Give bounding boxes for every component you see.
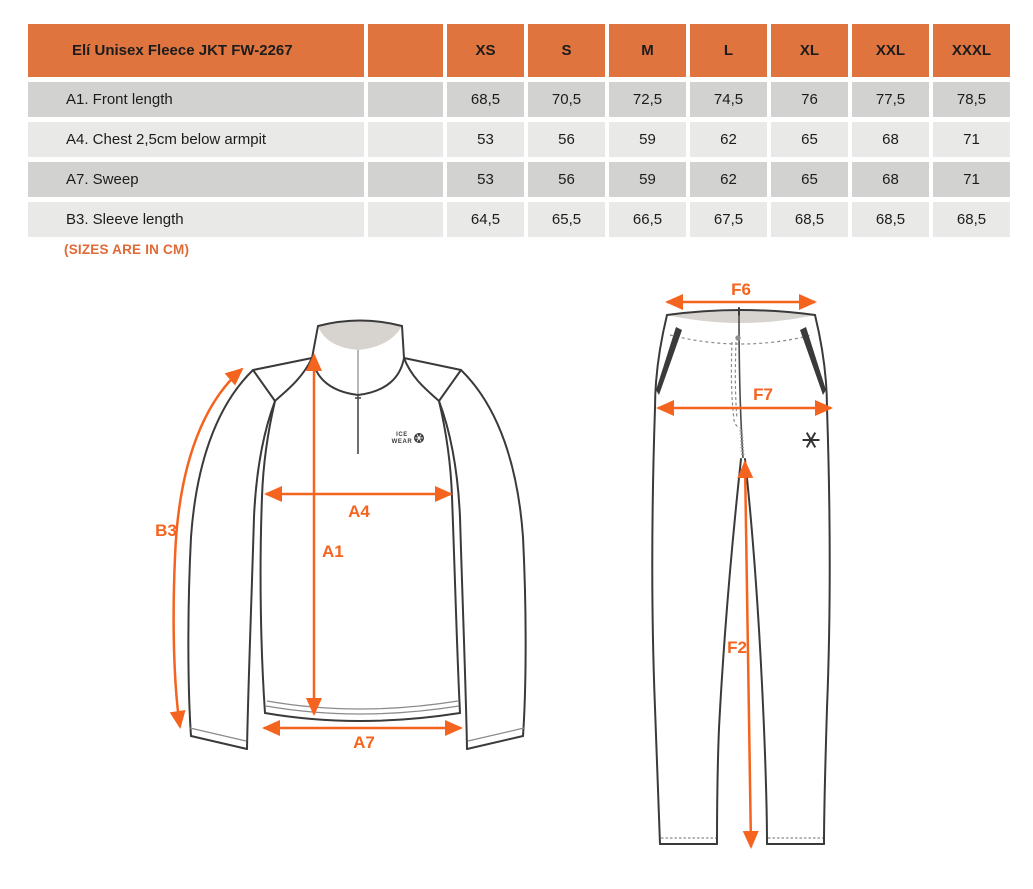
b3-label: B3: [155, 521, 177, 540]
product-title: Elí Unisex Fleece JKT FW-2267: [28, 24, 364, 77]
table-row: [28, 162, 1010, 197]
size-value: 74,5: [690, 82, 767, 117]
row-label: A7. Sweep: [28, 162, 364, 197]
size-value: 65: [771, 162, 848, 197]
size-col-header-xxl: XXL: [852, 24, 929, 77]
size-col-header-m: M: [609, 24, 686, 77]
size-value: 59: [609, 122, 686, 157]
size-value: 68,5: [852, 202, 929, 237]
row-label: A1. Front length: [28, 82, 364, 117]
brand-logo: [392, 432, 424, 445]
pants-diagram: [628, 278, 853, 873]
a1-label: A1: [322, 542, 344, 561]
size-value: 76: [771, 82, 848, 117]
size-col-header-xl: XL: [771, 24, 848, 77]
size-value: 66,5: [609, 202, 686, 237]
spacer-header-cell: [368, 24, 443, 77]
size-value: 70,5: [528, 82, 605, 117]
f6-label: F6: [731, 280, 751, 299]
jacket-drawing: [188, 321, 525, 750]
size-value: 56: [528, 122, 605, 157]
size-value: 71: [933, 122, 1010, 157]
jacket-measure-arrows: [155, 355, 461, 752]
table-header-row: [28, 24, 1010, 77]
size-col-header-l: L: [690, 24, 767, 77]
size-value: 62: [690, 162, 767, 197]
brand-logo-text-line1: ICE: [396, 432, 408, 438]
size-value: 77,5: [852, 82, 929, 117]
size-value: 53: [447, 162, 524, 197]
waist-button: [735, 335, 740, 340]
size-value: 62: [690, 122, 767, 157]
table-row: [28, 122, 1010, 157]
pants-measure-arrows: [658, 280, 831, 847]
snowflake-icon: [414, 433, 424, 443]
size-value: 68,5: [447, 82, 524, 117]
brand-logo-text-line2: WEAR: [391, 439, 413, 445]
jacket-diagram: [130, 295, 575, 780]
size-value: 68: [852, 162, 929, 197]
size-value: 71: [933, 162, 1010, 197]
spacer-cell: [368, 202, 443, 237]
spacer-cell: [368, 122, 443, 157]
collar-inner: [318, 321, 402, 351]
size-value: 72,5: [609, 82, 686, 117]
size-col-header-s: S: [528, 24, 605, 77]
size-table: [24, 19, 1014, 242]
f7-label: F7: [753, 385, 773, 404]
snowflake-icon: [803, 433, 820, 448]
row-label: A4. Chest 2,5cm below armpit: [28, 122, 364, 157]
f2-label: F2: [727, 638, 747, 657]
b3-sleeve-arrow: [174, 369, 242, 727]
size-value: 65: [771, 122, 848, 157]
size-value: 56: [528, 162, 605, 197]
size-value: 53: [447, 122, 524, 157]
a4-label: A4: [348, 502, 370, 521]
size-col-header-xs: XS: [447, 24, 524, 77]
size-col-header-xxxl: XXXL: [933, 24, 1010, 77]
left-pocket-opening: [656, 327, 682, 395]
table-row: [28, 82, 1010, 117]
size-value: 78,5: [933, 82, 1010, 117]
size-value: 59: [609, 162, 686, 197]
right-pocket-opening: [800, 327, 826, 395]
pants-drawing: [652, 308, 829, 844]
units-note: (SIZES ARE IN CM): [64, 242, 190, 257]
row-label: B3. Sleeve length: [28, 202, 364, 237]
size-value: 65,5: [528, 202, 605, 237]
size-value: 68,5: [933, 202, 1010, 237]
size-value: 64,5: [447, 202, 524, 237]
size-value: 67,5: [690, 202, 767, 237]
size-value: 68: [852, 122, 929, 157]
size-value: 68,5: [771, 202, 848, 237]
spacer-cell: [368, 82, 443, 117]
spacer-cell: [368, 162, 443, 197]
table-row: [28, 202, 1010, 237]
a7-label: A7: [353, 733, 375, 752]
